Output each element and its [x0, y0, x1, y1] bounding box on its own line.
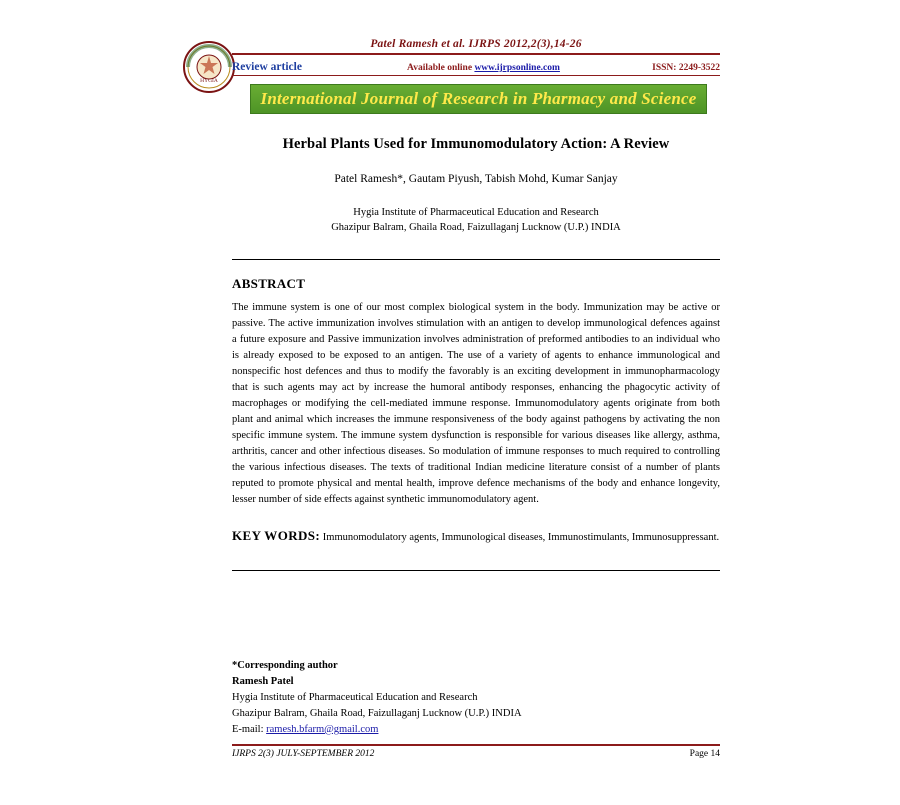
corresponding-author-email-row	[232, 722, 720, 738]
available-online-prefix: Available online	[407, 63, 475, 73]
footer-journal-issue: IJRPS 2(3) JULY-SEPTEMBER 2012	[232, 749, 375, 759]
email-label: E-mail:	[232, 723, 267, 735]
affiliation-line-2: Ghazipur Balram, Ghaila Road, Faizullaganj Lucknow (U.P.) INDIA	[331, 222, 621, 234]
hygia-seal-logo	[182, 40, 236, 94]
page-footer	[232, 749, 720, 759]
page-title: Herbal Plants Used for Immunomodulatory Action: A Review	[282, 136, 670, 152]
author-list: Patel Ramesh*, Gautam Piyush, Tabish Mohd, Kumar Sanjay	[334, 173, 618, 185]
keywords-block	[232, 526, 720, 546]
keywords-label: KEY WORDS:	[232, 527, 321, 543]
journal-website-link[interactable]: www.ijrpsonline.com	[474, 63, 560, 73]
abstract-heading: ABSTRACT	[232, 276, 306, 292]
corresponding-author-line-2: Ghazipur Balram, Ghaila Road, Faizullaganj Lucknow (U.P.) INDIA	[232, 707, 522, 719]
svg-text:HYGIA: HYGIA	[200, 78, 218, 84]
journal-title-banner	[250, 84, 707, 114]
available-online	[357, 63, 610, 73]
corresponding-author-name: Ramesh Patel	[232, 675, 294, 687]
article-type-label: Review article	[232, 61, 302, 73]
corresponding-author-line-1: Hygia Institute of Pharmaceutical Education and Research	[232, 691, 478, 703]
running-head: Patel Ramesh et al. IJRPS 2012,2(3),14-26	[370, 38, 582, 50]
journal-info-row	[232, 59, 720, 73]
header-rule-bottom	[232, 75, 720, 76]
footer-rule	[232, 744, 720, 746]
corresponding-author-block	[232, 658, 720, 738]
email-link[interactable]: ramesh.bfarm@gmail.com	[266, 723, 379, 735]
abstract-body: The immune system is one of our most complex biological system in the body. Immunization may be active or passive. The active immunization involves stimulation with an antigen to develop immunological defences against a future exposure and Passive immunization involves administration of preformed antibodies to an individual who is already exposed to be exposed to an antigen. The use of a variety of agents to enhance immunological and nonspecific host defences and thus to modify the favorably is an exciting development in immunopharmacology that is such agents may act by increase the humoral antibody responses, enhancing the phagocytic activity of macrophages or modifying the cell-mediated immune response. Immunomodulatory agents originate from both plant and animal which increases the immune responsiveness of the body against pathogens by activating the non specific immune system. The immune system dysfunction is responsible for various diseases like allergy, asthma, arthritis, cancer and other infectious diseases. So modulation of immune responses to much required to controlling the various infectious diseases. The texts of traditional Indian medicine literature consist of a number of plants reputed to promote physical and mental health, improve defence mechanisms of the body and enhance longevity, lesser number of side effects against synthetic immunomodulatory agent.	[232, 302, 720, 505]
keywords-value: Immunomodulatory agents, Immunological diseases, Immunostimulants, Immunosuppressant.	[320, 531, 720, 543]
header-rule-top	[232, 53, 720, 55]
document-content	[232, 38, 720, 571]
journal-title-text: International Journal of Research in Pharmacy and Science	[260, 89, 697, 108]
footer-page-number: Page 14	[689, 749, 720, 759]
abstract-rule-top	[232, 259, 720, 260]
corresponding-author-label: *Corresponding author	[232, 660, 338, 671]
issn-label: ISSN: 2249-3522	[652, 63, 720, 73]
abstract-rule-bottom	[232, 570, 720, 571]
affiliation-line-1: Hygia Institute of Pharmaceutical Education and Research	[353, 207, 599, 218]
affiliation	[232, 205, 720, 235]
